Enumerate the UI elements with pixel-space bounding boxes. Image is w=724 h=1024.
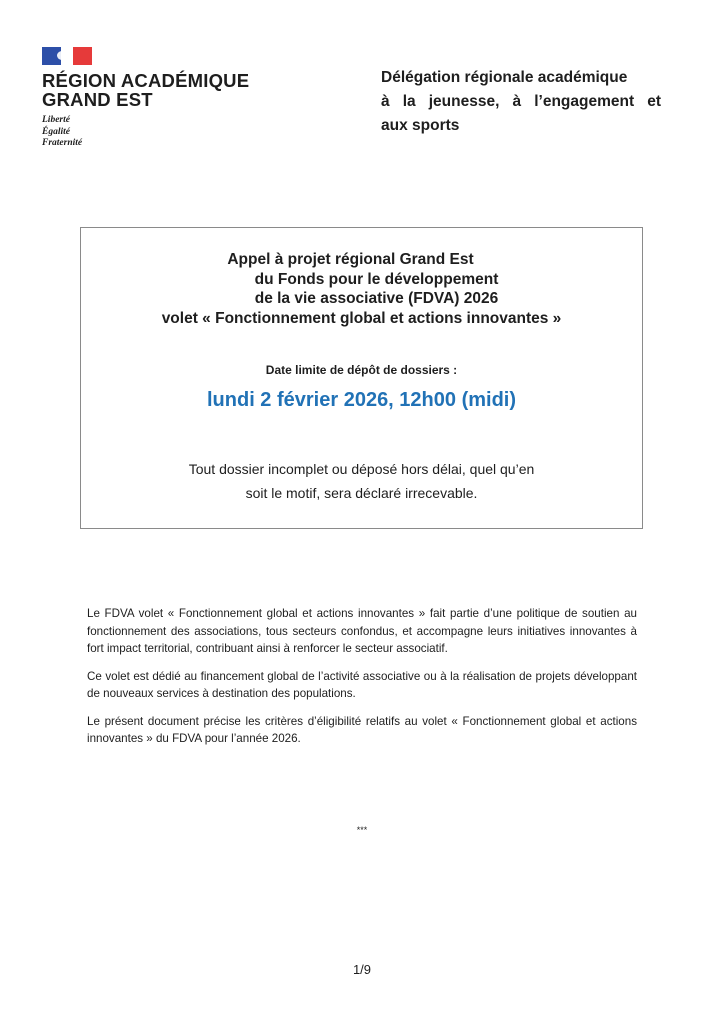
intro-text (87, 605, 637, 758)
paragraph: Le présent document précise les critères d’éligibilité relatifs au volet « Fonctionnement global et actions innovantes » du FDVA pour l’année 2026. (87, 714, 637, 745)
call-title-line: du Fonds pour le développement (254, 270, 499, 288)
warning-line: soit le motif, sera déclaré irrecevable. (245, 484, 478, 501)
call-title (81, 250, 642, 328)
page-number: 1/9 (352, 962, 372, 977)
call-title-line: volet « Fonctionnement global et actions innovantes » (161, 309, 562, 327)
delegation-line: à la jeunesse, à l’engagement et (381, 93, 661, 110)
republic-motto (42, 115, 249, 150)
paragraph: Ce volet est dédié au financement global de l’activité associative ou à la réalisation de projets développant de nouveaux services à destination des populations. (87, 669, 637, 700)
marianne-profile-icon (57, 51, 67, 60)
logo-name-line2: GRAND EST (42, 89, 153, 110)
delegation-line: Délégation régionale académique (381, 69, 628, 86)
motto-fraternite: Fraternité (42, 138, 83, 148)
section-separator: *** (356, 825, 368, 835)
motto-egalite: Égalité (42, 126, 70, 137)
call-title-line: de la vie associative (FDVA) 2026 (254, 290, 499, 307)
deadline-label: Date limite de dépôt de dossiers : (265, 363, 458, 377)
delegation-heading (381, 66, 661, 138)
motto-liberte: Liberté (42, 115, 70, 125)
french-republic-flag-icon (42, 47, 92, 65)
logo-name (42, 71, 249, 109)
deadline-date: lundi 2 février 2026, 12h00 (midi) (206, 389, 516, 411)
logo-name-line1: RÉGION ACADÉMIQUE (42, 70, 250, 91)
paragraph: Le FDVA volet « Fonctionnement global et actions innovantes » fait partie d’une politique de soutien au fonctionnement des associations, tous secteurs confondus, et accompagne leurs initiatives innovantes à fort impact territorial, contribuant ainsi à renforcer le secteur associatif. (87, 607, 637, 655)
warning-line: Tout dossier incomplet ou déposé hors délai, quel qu’en (188, 461, 535, 477)
delegation-line: aux sports (381, 117, 460, 134)
region-academique-logo (42, 47, 249, 150)
call-for-projects-box (80, 227, 643, 529)
inadmissibility-warning (81, 458, 642, 505)
call-title-line: Appel à projet régional Grand Est (227, 251, 474, 268)
